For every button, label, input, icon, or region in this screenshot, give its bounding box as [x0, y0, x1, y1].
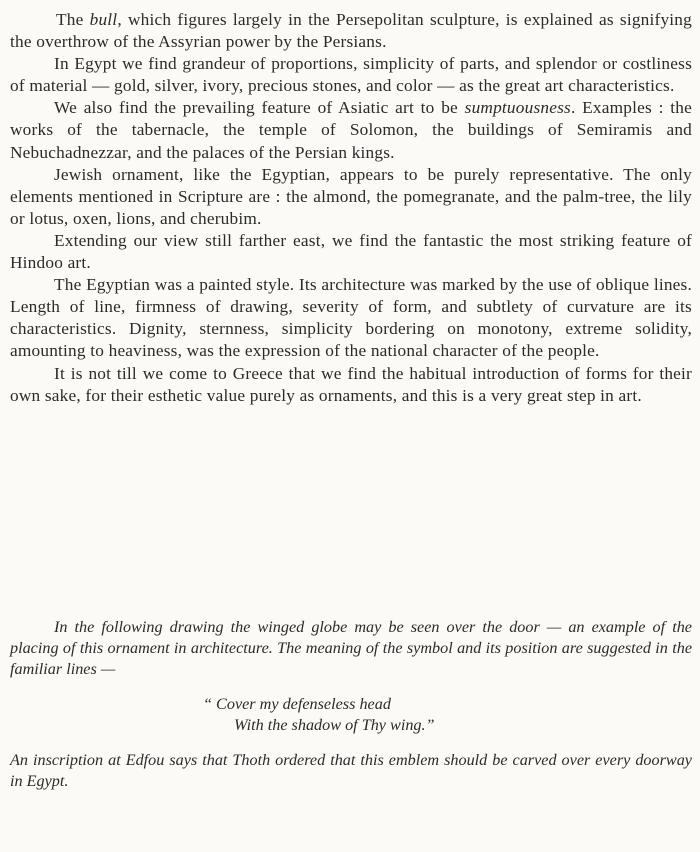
verse-line-2: With the shadow of Thy wing.”: [234, 716, 435, 734]
paragraph-greece: It is not till we come to Greece that we find the habitual introduction of forms for their own sake, for their esthetic value purely as ornaments, and this is a very great step in art.: [10, 363, 692, 405]
verse-quote: [10, 694, 692, 736]
paragraph-jewish-ornament: Jewish ornament, like the Egyptian, appears to be purely representative. The only elements mentioned in Scripture are : the almond, the pomegranate, and the palm-tree, the lily or lotus, oxen, lions, and cherubim.: [10, 164, 692, 228]
caption-block: [10, 617, 692, 792]
paragraph-bull: The bull, which figures largely in the Persepolitan sculpture, is explained as signifying the overthrow of the Assyrian power by the Persians.: [10, 10, 692, 52]
paragraph-asiatic-art: We also find the prevailing feature of Asiatic art to be sumptuousness. Examples : the works of the tabernacle, the temple of Solomon, the buildings of Semiramis and Nebuchadnezzar, and the palaces of the Persian kings.: [10, 98, 693, 162]
paragraph-hindoo-art: Extending our view still farther east, we find the fantastic the most striking feature of Hindoo art.: [10, 230, 692, 273]
body-text: [10, 9, 692, 407]
caption-intro: In the following drawing the winged globe may be seen over the door — an example of the placing of this ornament in architecture. The meaning of the symbol and its position are suggested in the familiar lines —: [10, 618, 692, 678]
paragraph-egyptian-style: The Egyptian was a painted style. Its architecture was marked by the use of oblique lines. Length of line, firmness of drawing, severity of form, and subtlety of curvature are its characteristics. Dignity, sternness, simplicity bordering on monotony, extreme solidity, amounting to heaviness, was the expression of the national character of the people.: [10, 275, 692, 361]
verse-line-1: “ Cover my defenseless head: [203, 695, 391, 713]
paragraph-egypt-grandeur: In Egypt we find grandeur of proportions, simplicity of parts, and splendor or costliness of material — gold, silver, ivory, precious stones, and color — as the great art characteristics.: [10, 54, 692, 96]
caption-closing: An inscription at Edfou says that Thoth ordered that this emblem should be carved over every doorway in Egypt.: [10, 751, 692, 790]
